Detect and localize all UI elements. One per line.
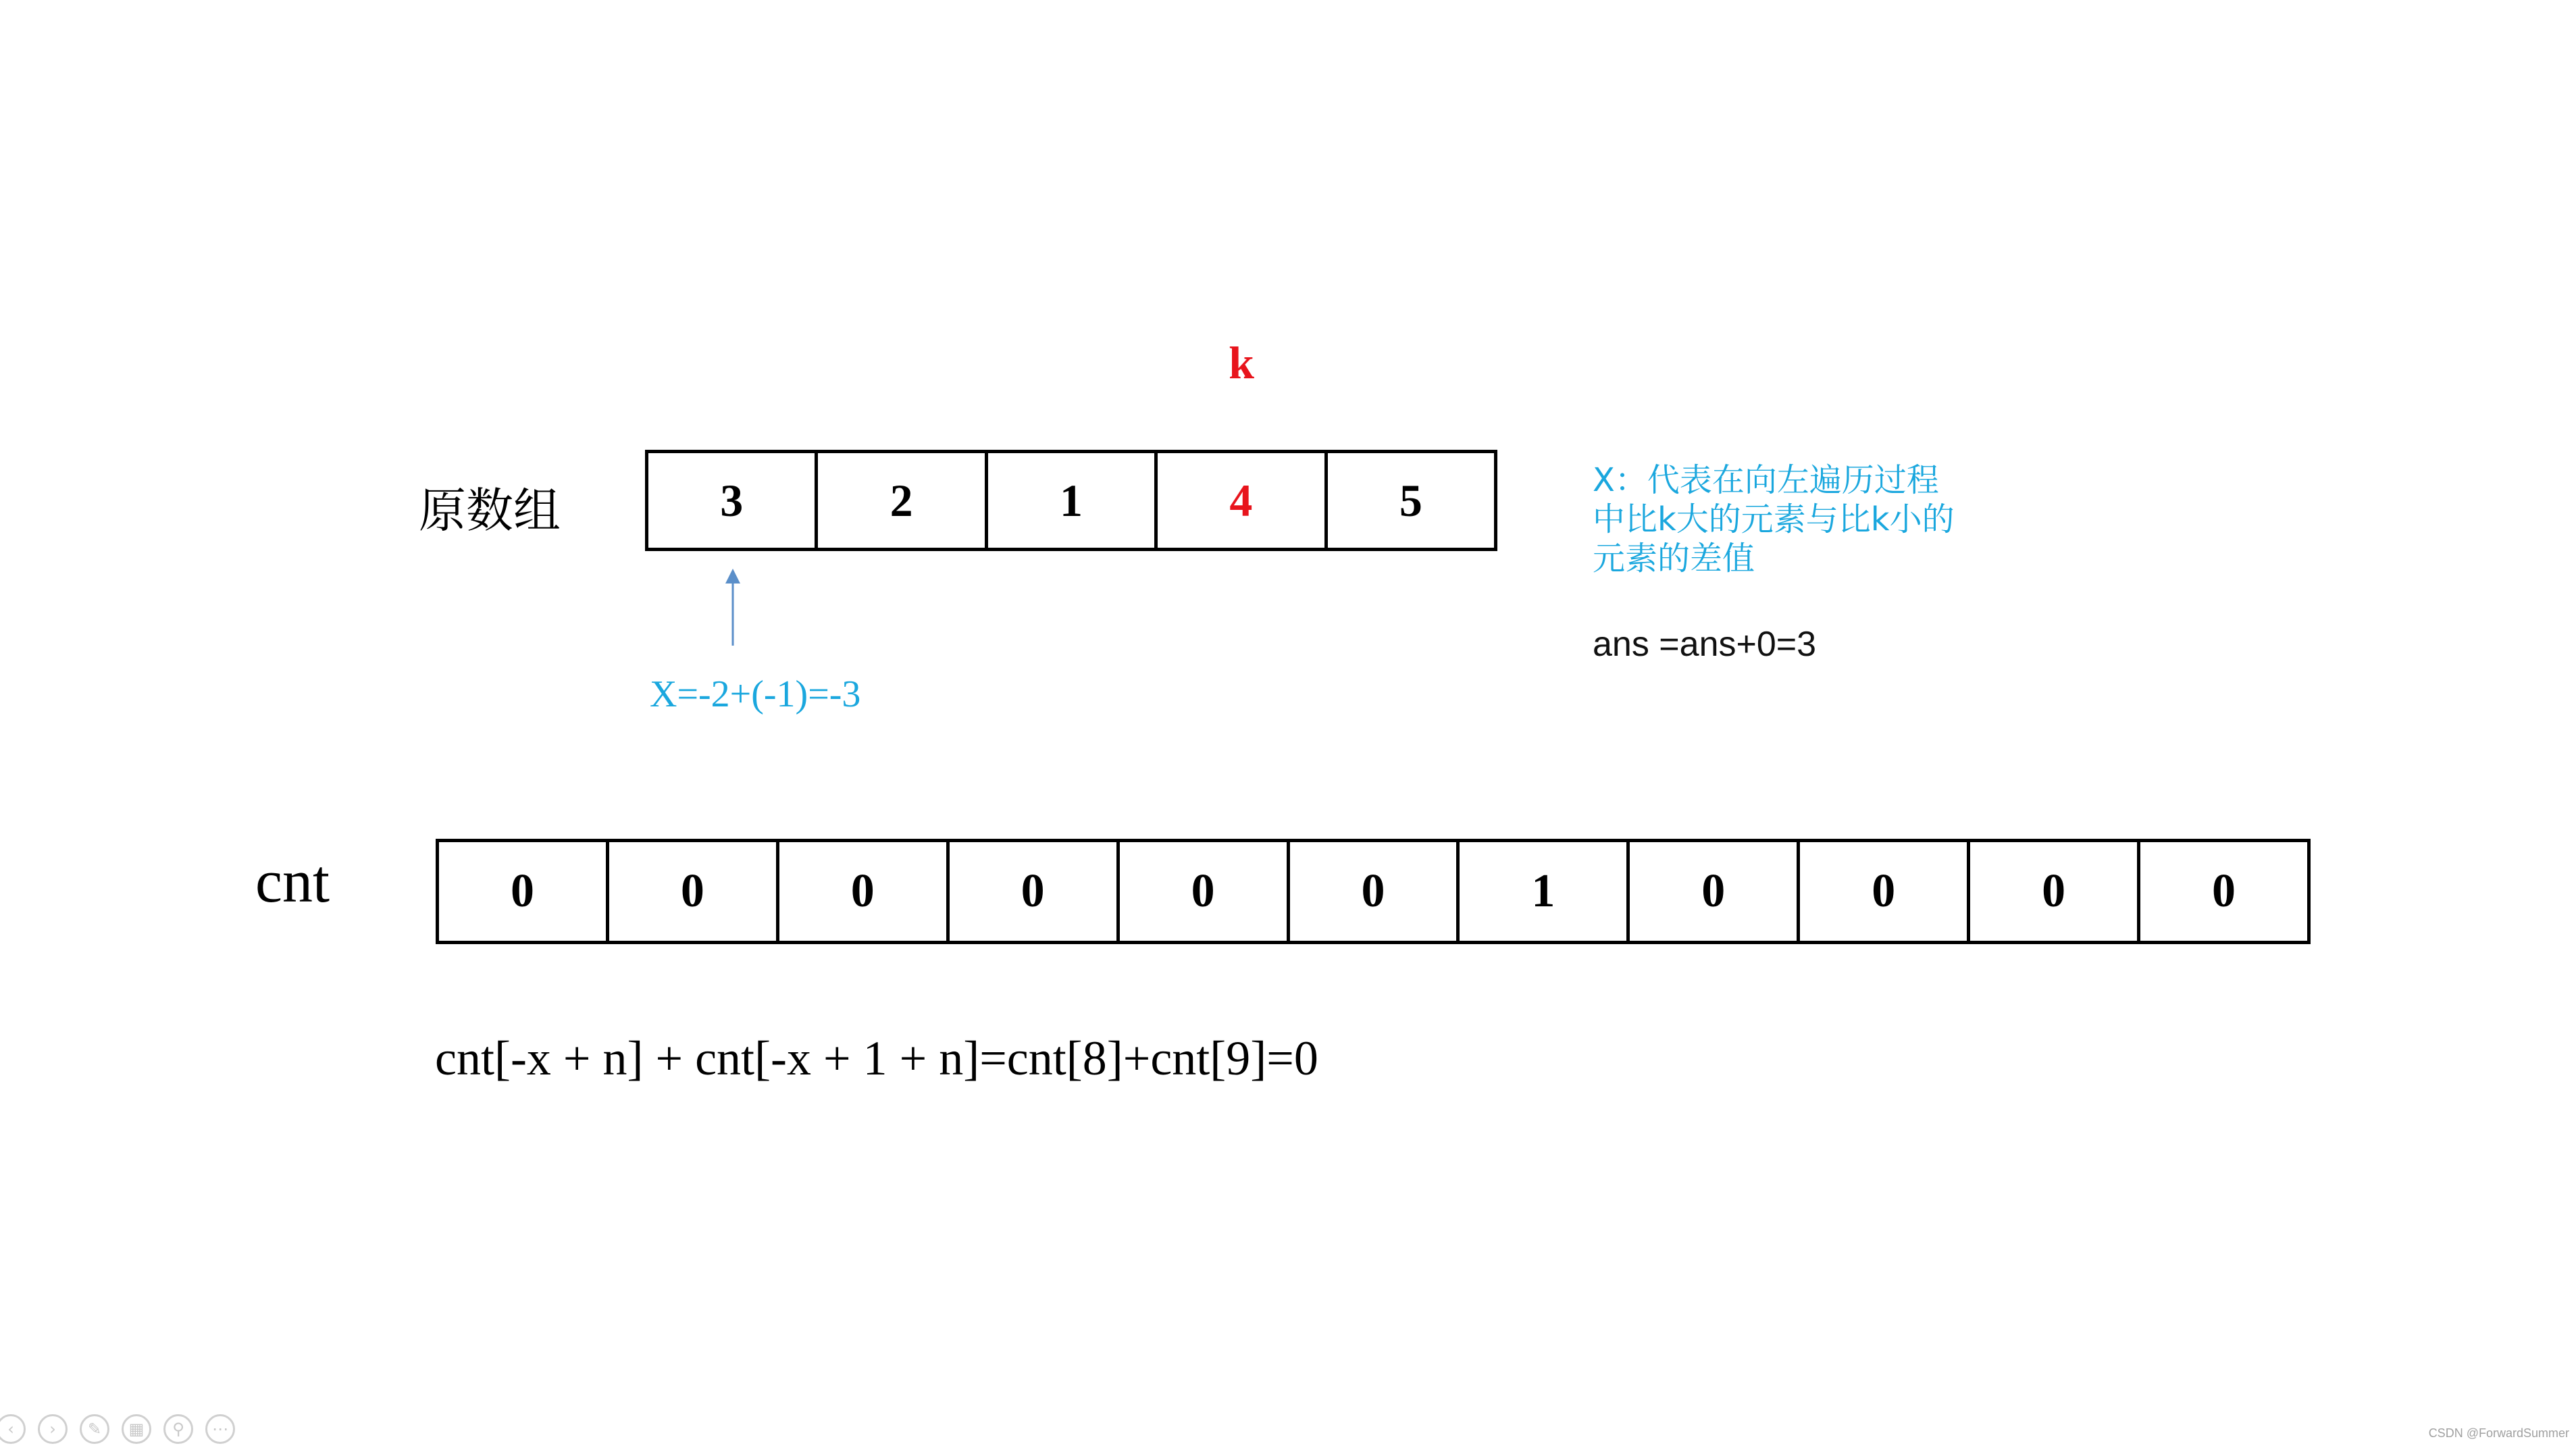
original-array-cell: 1 bbox=[988, 453, 1158, 548]
x-explanation-line: 中比k大的元素与比k小的 bbox=[1593, 500, 1955, 538]
zoom-icon[interactable]: ⚲ bbox=[163, 1414, 193, 1444]
x-formula: X=-2+(-1)=-3 bbox=[650, 673, 861, 715]
cnt-cell: 0 bbox=[2212, 865, 2236, 917]
original-array-cell: 5 bbox=[1399, 474, 1422, 526]
cnt-cell: 0 bbox=[439, 842, 609, 941]
x-explanation-line: 元素的差值 bbox=[1593, 540, 1755, 577]
cnt-cell: 0 bbox=[779, 842, 950, 941]
original-array-cell: 2 bbox=[818, 453, 987, 548]
x-explanation bbox=[1593, 461, 1971, 578]
cnt-array-label: cnt bbox=[255, 848, 330, 915]
x-explanation-line: X：代表在向左遍历过程 bbox=[1593, 461, 1939, 499]
cnt-cell: 0 bbox=[1290, 842, 1460, 941]
more-icon[interactable]: ⋯ bbox=[205, 1414, 235, 1444]
cnt-cell: 0 bbox=[1120, 842, 1290, 941]
cnt-cell: 1 bbox=[1460, 842, 1630, 941]
cnt-cell: 0 bbox=[1630, 842, 1800, 941]
ans-update: ans =ans+0=3 bbox=[1593, 625, 1817, 664]
pen-icon[interactable]: ✎ bbox=[80, 1414, 109, 1444]
cnt-cell: 0 bbox=[1800, 842, 1970, 941]
cnt-cell: 0 bbox=[609, 842, 779, 941]
original-array-label: 原数组 bbox=[419, 483, 561, 538]
cnt-cell: 0 bbox=[1970, 842, 2140, 941]
cnt-cell: 0 bbox=[950, 842, 1120, 941]
watermark: CSDN @ForwardSummer bbox=[2428, 1426, 2569, 1440]
cnt-array bbox=[436, 839, 2311, 944]
slideshow-toolbar bbox=[0, 1414, 235, 1452]
original-array-cell-k: 4 bbox=[1158, 453, 1327, 548]
slides-icon[interactable]: ▦ bbox=[122, 1414, 151, 1444]
pointer-arrow-icon bbox=[716, 566, 750, 647]
prev-icon[interactable]: ‹ bbox=[0, 1414, 26, 1444]
cnt-formula: cnt[-x + n] + cnt[-x + 1 + n]=cnt[8]+cnt[9]=0 bbox=[435, 1031, 1318, 1085]
original-array bbox=[645, 450, 1497, 551]
k-marker: k bbox=[1229, 337, 1254, 388]
next-icon[interactable]: › bbox=[38, 1414, 68, 1444]
original-array-cell: 3 bbox=[648, 453, 818, 548]
